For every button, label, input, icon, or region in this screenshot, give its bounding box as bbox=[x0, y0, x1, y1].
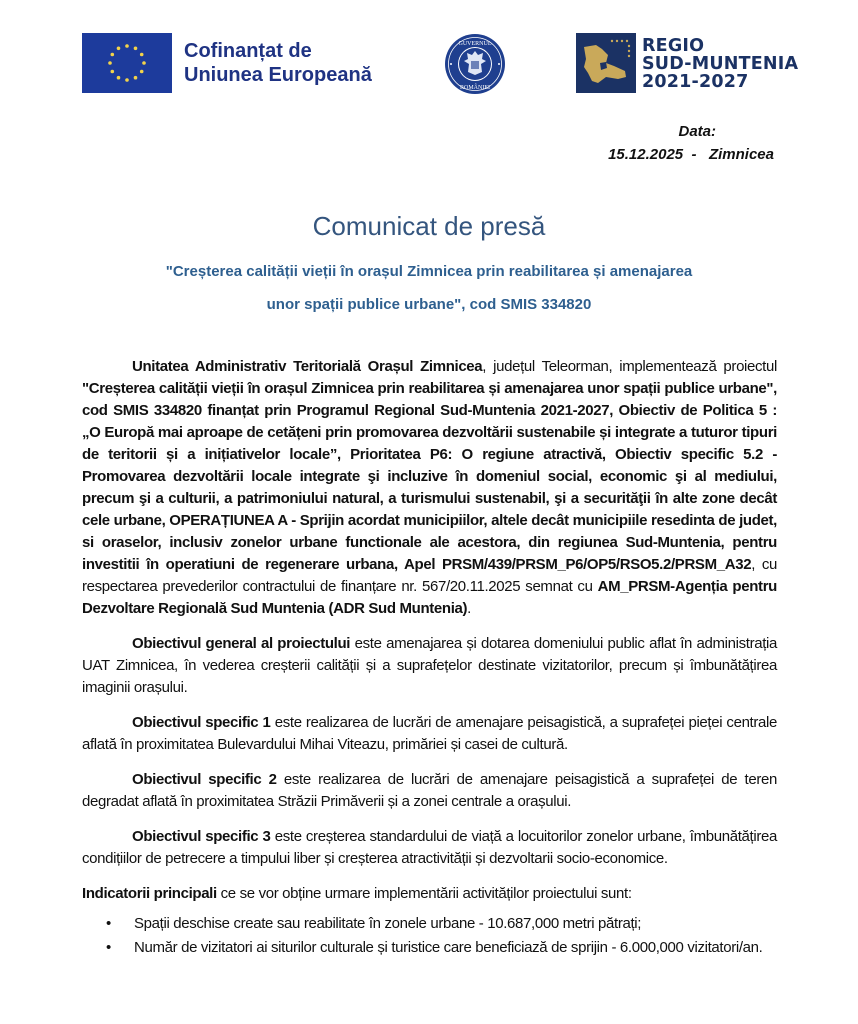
paragraph1-bold1: Unitatea Administrativ Teritorială Orașul Zimnicea bbox=[132, 358, 483, 375]
project-subtitle bbox=[0, 255, 858, 321]
regio-map-logo bbox=[576, 33, 636, 93]
eu-stars-icon bbox=[82, 33, 172, 93]
paragraph2-text: este amenajarea și dotarea domeniului public aflat în administrația UAT Zimnicea, în vederea creșterii calității și a suprafețelor destinate vizitatorilor, precum și îmbunătățirea imaginii orașului. bbox=[82, 635, 777, 696]
date-location-block bbox=[608, 120, 774, 166]
regio-text-line2: SUD-MUNTENIA bbox=[642, 54, 799, 74]
paragraph-specific-objective-3 bbox=[82, 826, 777, 870]
eu-text-line2: Uniunea Europeană bbox=[184, 64, 372, 86]
paragraph1-bold3: AM_PRSM-Agenția pentru Dezvoltare Regională Sud Muntenia (ADR Sud Muntenia) bbox=[82, 578, 777, 617]
subtitle-line1: "Creșterea calității vieții în orașul Zimnicea prin reabilitarea și amenajarea bbox=[165, 263, 693, 280]
header-logos bbox=[0, 0, 858, 120]
eu-text-line1: Cofinanțat de bbox=[184, 40, 312, 62]
indicator-text: Spații deschise create sau reabilitate în zonele urbane - 10.687,000 metri pătrați; bbox=[134, 915, 642, 932]
subtitle-line2: unor spații publice urbane", cod SMIS 334820 bbox=[266, 296, 592, 313]
regio-text-line1: REGIO bbox=[642, 36, 705, 56]
paragraph1-text2: , cu respectarea prevederilor contractului de finanțare nr. 567/20.11.2025 semnat cu bbox=[82, 556, 777, 595]
sud-muntenia-map-icon bbox=[576, 33, 636, 93]
indicators-list bbox=[82, 913, 777, 959]
indicators-bold: Indicatorii principali bbox=[82, 885, 217, 902]
paragraph3-bold: Obiectivul specific 1 bbox=[132, 714, 271, 731]
paragraph1-bold2: "Creșterea calității vieții în orașul Zimnicea prin reabilitarea și amenajarea unor spații publice urbane", cod SMIS 334820 finanțat prin Programul Regional Sud-Muntenia 2021-2027, Obiectiv de Politica 5 : „O Europă mai aproape de cetățeni prin promovarea dezvoltării sustenabile și integrate a tuturor tipuri de teritorii și a inițiativelor locale”, Prioritatea P6: O regiune atractivă, Obiectiv specific 5.2 - Promovarea dezvoltării locale integrate şi incluzive în domeniul social, economic şi al mediului, precum şi a culturii, a patrimoniului natural, a turismului sustenabil, şi a securităţii în alte zone decât cele urbane, OPERAȚIUNEA A - Sprijin acordat municipiilor, altele decât municipiile resedinta de judet, si oraselor, inclusiv zonelor urbane functionale ale acestora, din regiunea Sud-Muntenia, pentru investitii în operatiuni de regenerare urbana, Apel PRSM/439/PRSM_P6/OP5/RSO5.2/PRSM_A32 bbox=[82, 380, 777, 573]
indicators-text: ce se vor obține urmare implementării activităților proiectului sunt: bbox=[216, 885, 632, 902]
paragraph5-bold: Obiectivul specific 3 bbox=[132, 828, 271, 845]
regio-text-line3: 2021-2027 bbox=[642, 72, 749, 92]
svg-text:GUVERNUL: GUVERNUL bbox=[458, 41, 492, 47]
paragraph2-bold: Obiectivul general al proiectului bbox=[132, 635, 351, 652]
paragraph-specific-objective-2 bbox=[82, 769, 777, 813]
list-item bbox=[106, 913, 777, 935]
indicator-text: Număr de vizitatori ai siturilor culturale și turistice care beneficiază de sprijin - 6.000,000 vizitatori/an. bbox=[134, 939, 763, 956]
page-title: Comunicat de presă bbox=[312, 211, 546, 241]
bullet-icon: • bbox=[106, 915, 111, 932]
svg-text:ROMÂNIEI: ROMÂNIEI bbox=[460, 85, 490, 91]
paragraph3-text: este realizarea de lucrări de amenajare peisagistică, a suprafeței pieței centrale aflată în proximitatea Bulevardului Mihai Viteazu, primăriei și casei de cultură. bbox=[82, 714, 777, 753]
list-item bbox=[106, 937, 777, 959]
paragraph-indicators bbox=[82, 883, 777, 905]
paragraph-specific-objective-1 bbox=[82, 712, 777, 756]
paragraph1-text1: , județul Teleorman, implementează proiectul bbox=[482, 358, 777, 375]
paragraph-general-objective bbox=[82, 633, 777, 699]
bullet-icon: • bbox=[106, 939, 111, 956]
eu-flag-logo bbox=[82, 33, 172, 93]
date-value: 15.12.2025 - Zimnicea bbox=[608, 146, 774, 163]
date-label: Data: bbox=[678, 123, 716, 140]
romanian-government-seal-icon bbox=[444, 33, 506, 95]
paragraph-introduction bbox=[82, 356, 777, 620]
regio-sud-muntenia-text bbox=[642, 37, 798, 91]
press-release-body bbox=[82, 356, 777, 961]
paragraph5-text: este creșterea standardului de viață a locuitorilor zonelor urbane, îmbunătățirea condițiilor de petrecere a timpului liber și creșterea atractivității și dezvoltarii socio-economice. bbox=[82, 828, 777, 867]
eu-cofinancing-text bbox=[184, 39, 372, 87]
paragraph1-text3: . bbox=[467, 600, 471, 617]
paragraph4-text: este realizarea de lucrări de amenajare peisagistică a suprafeței de teren degradat aflată în proximitatea Străzii Primăverii și a zonei centrale a orașului. bbox=[82, 771, 777, 810]
paragraph4-bold: Obiectivul specific 2 bbox=[132, 771, 277, 788]
